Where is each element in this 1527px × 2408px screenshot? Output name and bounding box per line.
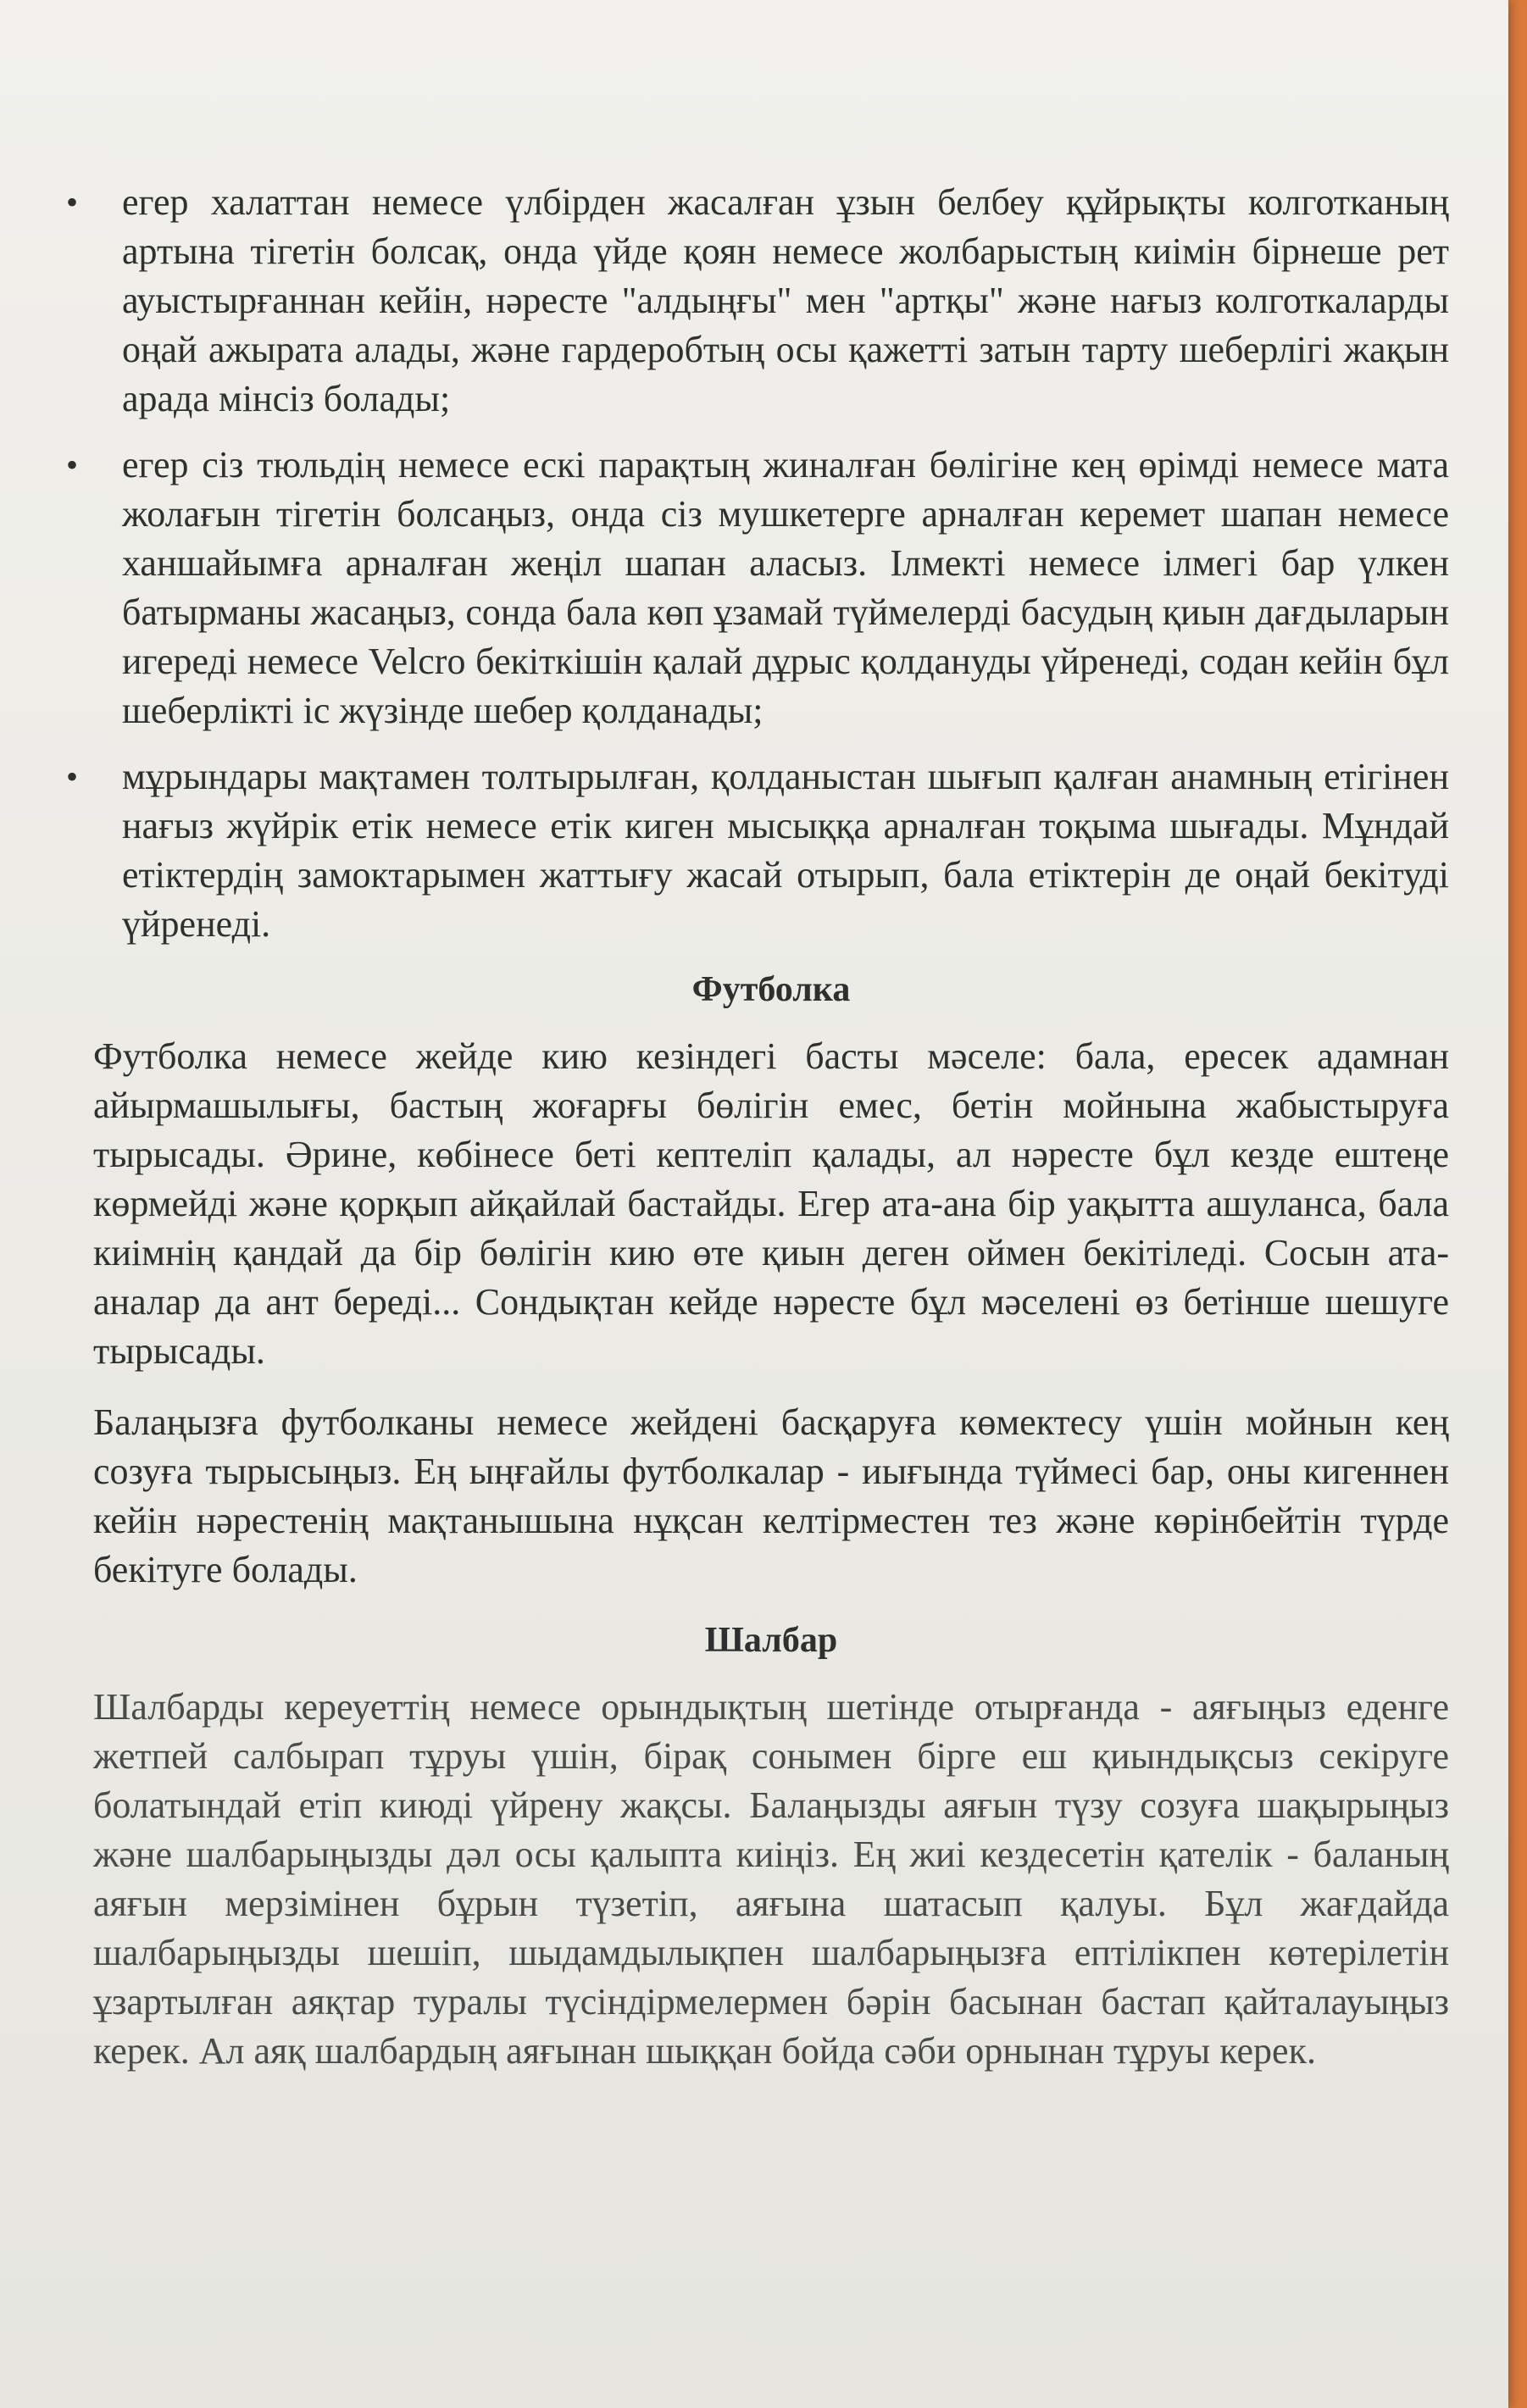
section-heading-shalbar: Шалбар: [704, 1621, 838, 1660]
bullet-list: [65, 178, 1449, 949]
bullet-text: мұрындары мақтамен толтырылған, қолданыстан шығып қалған анамның етігінен нағыз жүйрік етік немесе етік киген мысыққа арналған тоқыма шығады. Мұндай етіктердің замоктарымен жаттығу жасай отырып, бала етіктерін де оңай бекітуді үйренеді.: [122, 756, 1449, 945]
paragraph: Футболка немесе жейде кию кезіндегі басты мәселе: бала, ересек адамнан айырмашылығы, бастың жоғарғы бөлігін емес, бетін мойнына жабыстыруға тырысады. Әрине, көбінесе беті кептеліп қалады, ал нәресте бұл кезде ештеңе көрмейді және қорқып айқайлай бастайды. Егер ата-ана бір уақытта ашуланса, бала киімнің қандай да бір бөлігін кию өте қиын деген оймен бекітіледі. Сосын ата-аналар да ант береді... Сондықтан кейде нәресте бұл мәселені өз бетінше шешуге тырысады.: [93, 1035, 1449, 1372]
list-item: [65, 178, 1449, 424]
paragraph: Балаңызға футболканы немесе жейдені басқаруға көмектесу үшін мойнын кең созуға тырысыңыз. Ең ыңғайлы футболкалар - иығында түймесі бар, оны кигеннен кейін нәрестенің мақтанышына нұқсан келтірместен тез және көрінбейтін түрде бекітуге болады.: [93, 1401, 1449, 1590]
bullet-text: егер халаттан немесе үлбірден жасалған ұзын белбеу құйрықты колготканың артына тігетін болсақ, онда үйде қоян немесе жолбарыстың киімін бірнеше рет ауыстырғаннан кейін, нәресте "алдыңғы" мен "артқы" және нағыз колготкаларды оңай ажырата алады, және гардеробтың осы қажетті затын тарту шеберлігі жақын арада мінсіз болады;: [122, 181, 1449, 419]
section-heading-futbolka: Футболка: [691, 970, 851, 1009]
bullet-text: егер сіз тюльдің немесе ескі парақтың жиналған бөлігіне кең өрімді немесе мата жолағын тігетін болсаңыз, онда сіз мушкетерге арналған керемет шапан немесе ханшайымға арналған жеңіл шапан аласыз. Ілмекті немесе ілмегі бар үлкен батырманы жасаңыз, сонда бала көп ұзамай түймелерді басудың қиын дағдыларын игереді немесе Velcro бекіткішін қалай дұрыс қолдануды үйренеді, содан кейін бұл шеберлікті іс жүзінде шебер қолданады;: [122, 444, 1449, 731]
page-content: [65, 178, 1449, 2098]
bullet-icon: •: [65, 757, 78, 796]
bullet-icon: •: [65, 446, 78, 484]
bullet-icon: •: [65, 183, 78, 221]
paragraph: Шалбарды кереуеттің немесе орындықтың шетінде отырғанда - аяғыңыз еденге жетпей салбырап тұруы үшін, бірақ сонымен бірге еш қиындықсыз секіруге болатындай етіп киюді үйрену жақсы. Балаңызды аяғын түзу созуға шақырыңыз және шалбарыңызды дәл осы қалыпта киіңіз. Ең жиі кездесетін қателік - баланың аяғын мерзімінен бұрын түзетіп, аяғына шатасып қалуы. Бұл жағдайда шалбарыңызды шешіп, шыдамдылықпен шалбарыңызға ептілікпен көтерілетін ұзартылған аяқтар туралы түсіндірмелермен бәрін басынан бастап қайталауыңыз керек. Ал аяқ шалбардың аяғынан шыққан бойда сәби орнынан тұруы керек.: [93, 1686, 1449, 2072]
list-item: [65, 752, 1449, 949]
list-item: [65, 441, 1449, 735]
